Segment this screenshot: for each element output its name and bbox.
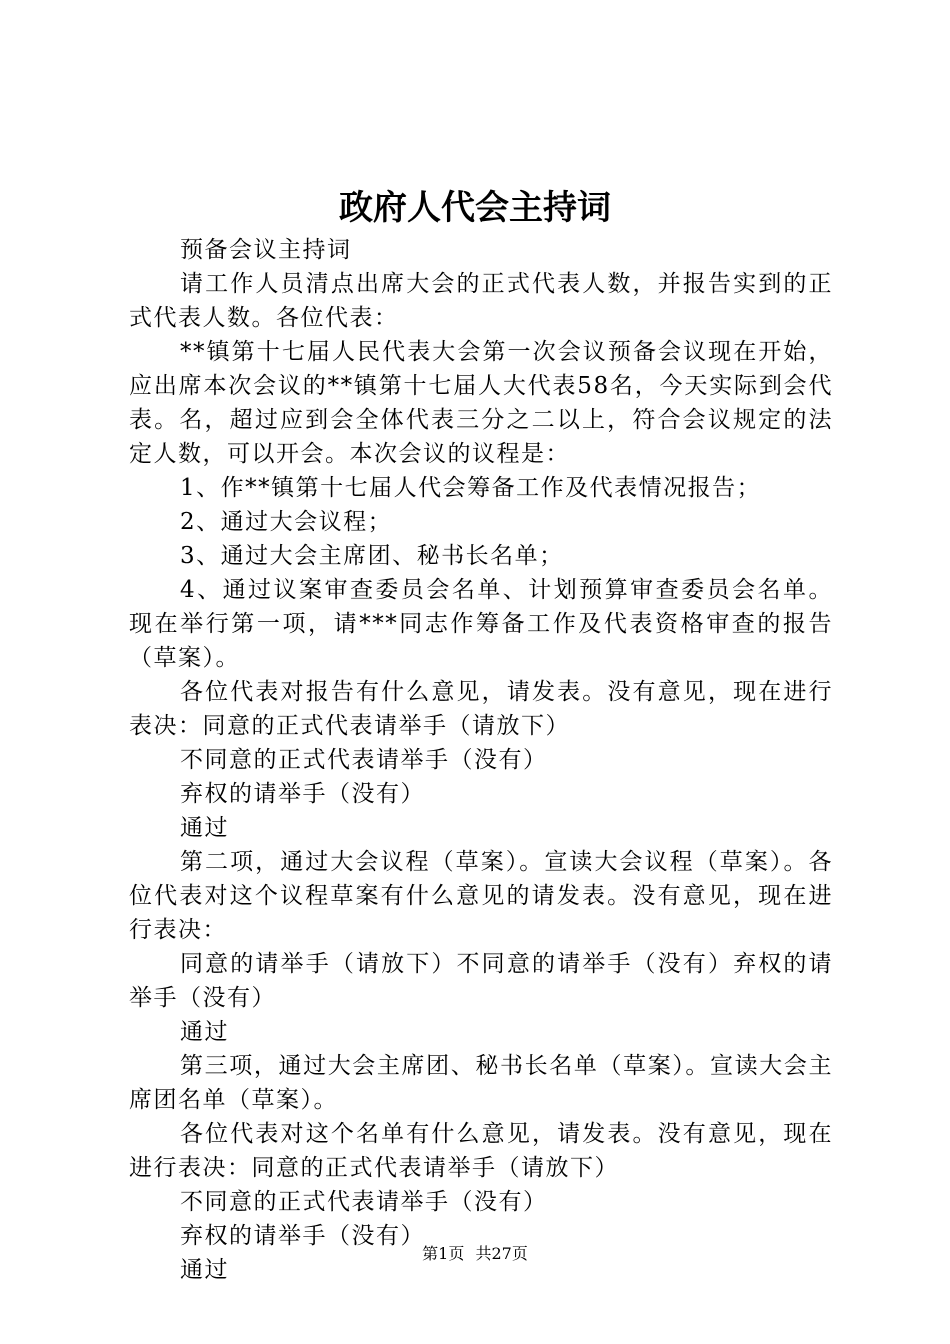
agenda-item: 2、通过大会议程； (180, 509, 393, 535)
paragraph: 不同意的正式代表请举手（没有） (180, 1189, 548, 1215)
paragraph: 弃权的请举手（没有） (180, 1223, 425, 1249)
document-body (129, 233, 833, 1287)
paragraph: 不同意的正式代表请举手（没有） (180, 747, 548, 773)
page-footer (0, 1242, 950, 1266)
paragraph: 同意的请举手（请放下）不同意的请举手（没有）弃权的请举手（没有） (129, 951, 833, 1011)
paragraph: **镇第十七届人民代表大会第一次会议预备会议现在开始，应出席本次会议的**镇第十七届人大代表58名，今天实际到会代表。名，超过应到会全体代表三分之二以上，符合会议规定的法定人数，可以开会。本次会议的议程是： (129, 339, 833, 467)
paragraph: 各位代表对这个名单有什么意见，请发表。没有意见，现在进行表决：同意的正式代表请举手（请放下） (129, 1121, 833, 1181)
agenda-item: 4、通过议案审查委员会名单、计划预算审查委员会名单。现在举行第一项，请***同志作筹备工作及代表资格审查的报告（草案）。 (129, 577, 833, 671)
agenda-item: 3、通过大会主席团、秘书长名单； (180, 543, 564, 569)
paragraph: 通过 (180, 1257, 229, 1283)
page-total: 共27页 (475, 1244, 528, 1263)
paragraph: 通过 (180, 815, 229, 841)
paragraph: 弃权的请举手（没有） (180, 781, 425, 807)
paragraph-heading: 预备会议主持词 (180, 237, 352, 263)
paragraph: 第二项，通过大会议程（草案）。宣读大会议程（草案）。各位代表对这个议程草案有什么意见的请发表。没有意见，现在进行表决： (129, 849, 833, 943)
paragraph: 请工作人员清点出席大会的正式代表人数，并报告实到的正式代表人数。各位代表： (129, 271, 833, 331)
document-title: 政府人代会主持词 (339, 188, 611, 228)
page-number: 第1页 (422, 1244, 465, 1263)
paragraph: 通过 (180, 1019, 229, 1045)
paragraph: 第三项，通过大会主席团、秘书长名单（草案）。宣读大会主席团名单（草案）。 (129, 1053, 833, 1113)
agenda-item: 1、作**镇第十七届人代会筹备工作及代表情况报告； (180, 475, 762, 501)
paragraph: 各位代表对报告有什么意见，请发表。没有意见，现在进行表决：同意的正式代表请举手（请放下） (129, 679, 833, 739)
